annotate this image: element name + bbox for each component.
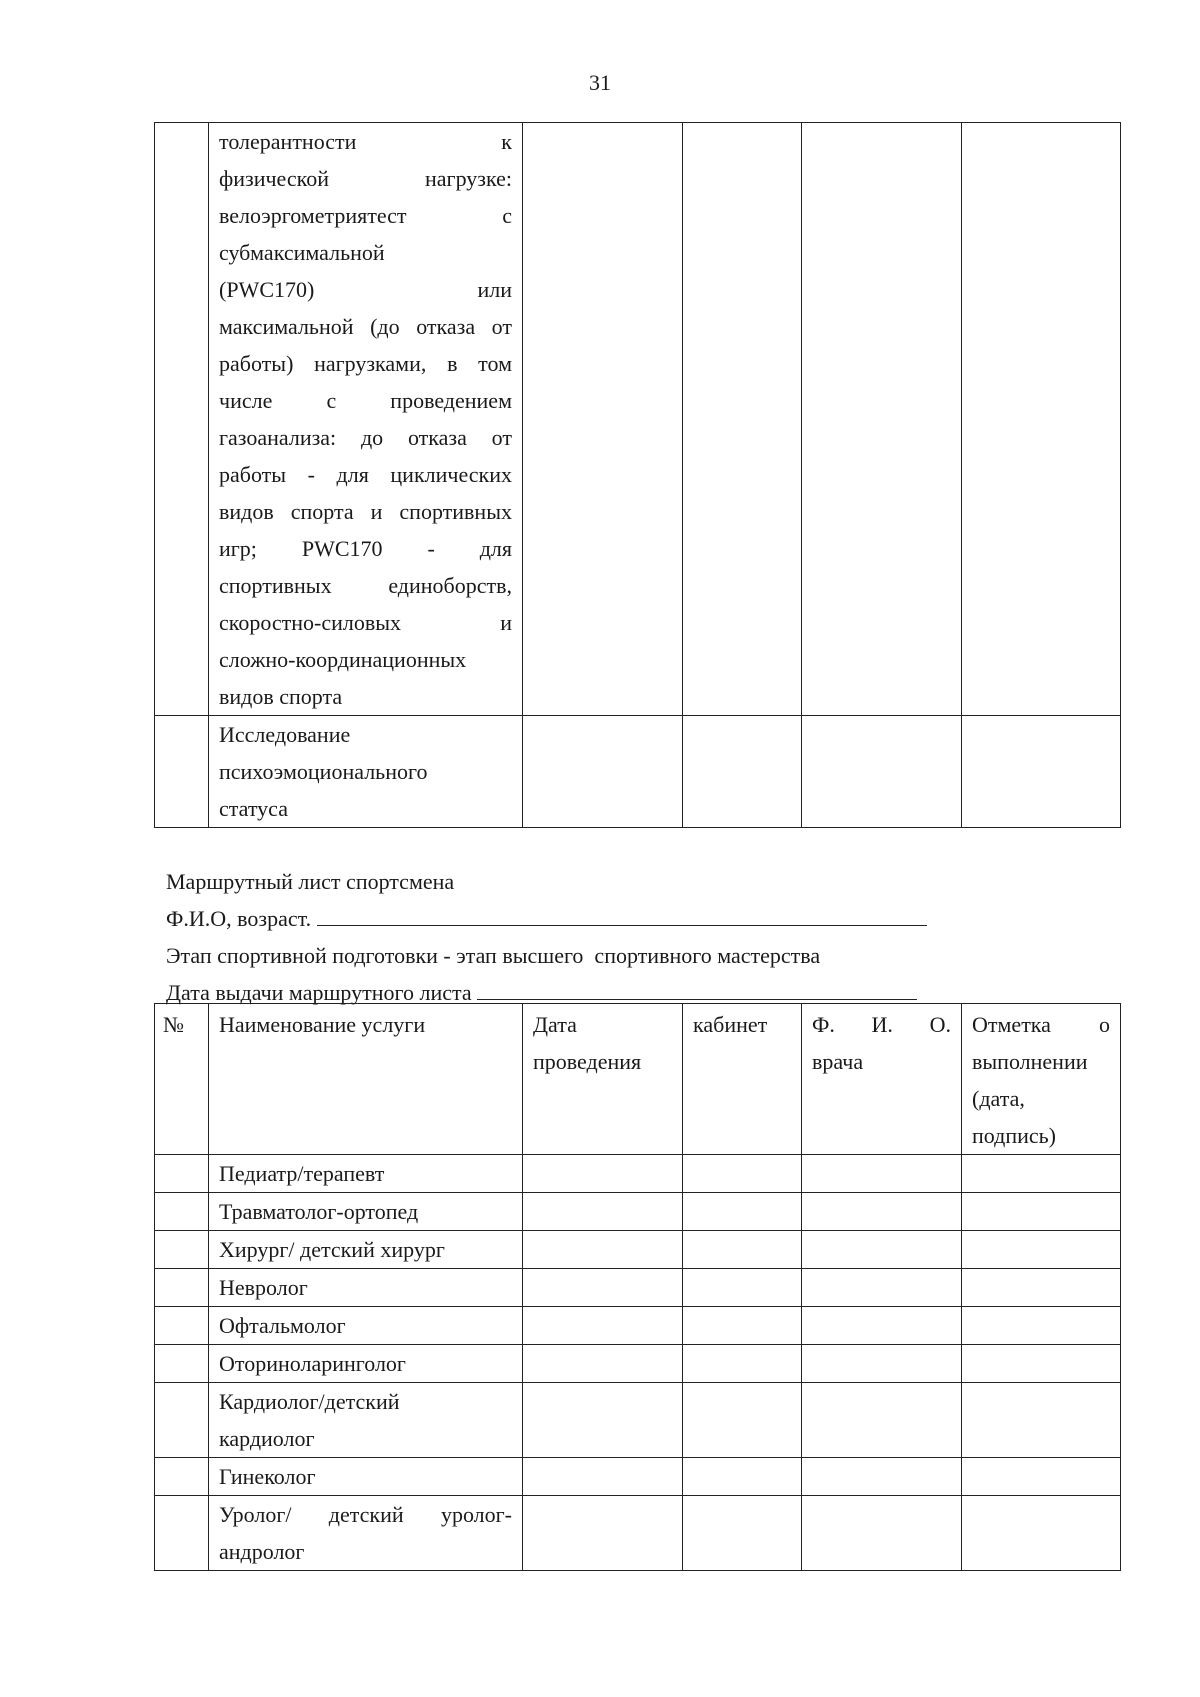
header-cabinet: кабинет <box>683 1004 802 1155</box>
doctor-cell[interactable] <box>802 1155 962 1193</box>
service-text-line: скоростно-силовых и <box>219 610 512 635</box>
date-cell[interactable] <box>523 716 683 828</box>
service-text-line: толерантности к <box>219 129 512 154</box>
completion-mark-cell[interactable] <box>962 1193 1121 1231</box>
service-text-line: Офтальмолог <box>219 1313 346 1338</box>
service-text-line: Оториноларинголог <box>219 1351 406 1376</box>
completion-mark-cell[interactable] <box>962 1496 1121 1571</box>
table-row <box>155 1193 1121 1231</box>
service-text-line: видов спорта <box>219 684 343 709</box>
service-text-line: Хирург/ детский хирург <box>219 1237 445 1262</box>
completion-mark-cell[interactable] <box>962 1307 1121 1345</box>
cabinet-cell[interactable] <box>683 1496 802 1571</box>
header-mark-line3: (дата, <box>972 1086 1025 1111</box>
cabinet-cell[interactable] <box>683 1307 802 1345</box>
table-row <box>155 123 1121 716</box>
date-cell[interactable] <box>523 123 683 716</box>
service-text-line: сложно-координационных <box>219 647 467 672</box>
service-text-line: видов спорта и спортивных <box>219 499 512 524</box>
service-text-line: Исследование <box>219 722 351 747</box>
row-num-cell <box>155 716 209 828</box>
cabinet-cell[interactable] <box>683 1269 802 1307</box>
completion-mark-cell[interactable] <box>962 1383 1121 1458</box>
date-cell[interactable] <box>523 1231 683 1269</box>
cabinet-cell[interactable] <box>683 1193 802 1231</box>
service-text-line: Уролог/ детский уролог- <box>219 1502 512 1527</box>
doctor-cell[interactable] <box>802 1269 962 1307</box>
service-name-cell <box>209 1269 523 1307</box>
service-name-cell <box>209 1307 523 1345</box>
header-doctor <box>802 1004 962 1155</box>
page-number: 31 <box>589 70 611 95</box>
cabinet-cell[interactable] <box>683 123 802 716</box>
service-name-cell <box>209 1496 523 1571</box>
table-row <box>155 1269 1121 1307</box>
header-doctor-i: И. <box>871 1012 893 1037</box>
service-text-line: работы) нагрузками, в том <box>219 351 512 376</box>
row-num-cell <box>155 1345 209 1383</box>
date-cell[interactable] <box>523 1383 683 1458</box>
header-doctor-line2: врача <box>812 1049 864 1074</box>
header-mark-word1: Отметка <box>972 1012 1051 1037</box>
service-text-line: Педиатр/терапевт <box>219 1161 385 1186</box>
completion-mark-cell[interactable] <box>962 716 1121 828</box>
header-date-line2: проведения <box>533 1049 642 1074</box>
route-table-header-row <box>155 1004 1121 1155</box>
row-num-cell <box>155 1307 209 1345</box>
service-text-line: Гинеколог <box>219 1464 316 1489</box>
doctor-cell[interactable] <box>802 123 962 716</box>
service-text-line: психоэмоционального <box>219 759 428 784</box>
doctor-cell[interactable] <box>802 1496 962 1571</box>
table-row <box>155 1307 1121 1345</box>
service-text-line: спортивных единоборств, <box>219 573 512 598</box>
completion-mark-cell[interactable] <box>962 1269 1121 1307</box>
cabinet-cell[interactable] <box>683 716 802 828</box>
service-text-line: Невролог <box>219 1275 308 1300</box>
service-text-line: числе с проведением <box>219 388 512 413</box>
doctor-cell[interactable] <box>802 1307 962 1345</box>
row-num-cell <box>155 1193 209 1231</box>
service-text-line: велоэргометриятест с <box>219 203 512 228</box>
route-sheet-title: Маршрутный лист спортсмена <box>166 869 455 894</box>
service-text-line: работы - для циклических <box>219 462 512 487</box>
name-age-label: Ф.И.О, возраст. <box>166 906 312 931</box>
route-table <box>154 1003 1121 1571</box>
completion-mark-cell[interactable] <box>962 1231 1121 1269</box>
header-service: Наименование услуги <box>209 1004 523 1155</box>
table-row <box>155 1496 1121 1571</box>
row-num-cell <box>155 123 209 716</box>
service-name-cell <box>209 1193 523 1231</box>
service-name-cell <box>209 716 523 828</box>
cabinet-cell[interactable] <box>683 1345 802 1383</box>
date-cell[interactable] <box>523 1345 683 1383</box>
table-row <box>155 1155 1121 1193</box>
table-row <box>155 1231 1121 1269</box>
completion-mark-cell[interactable] <box>962 123 1121 716</box>
row-num-cell <box>155 1231 209 1269</box>
header-mark-line2: выполнении <box>972 1049 1088 1074</box>
service-text-line: Травматолог-ортопед <box>219 1199 419 1224</box>
date-cell[interactable] <box>523 1496 683 1571</box>
service-text-line: субмаксимальной <box>219 240 385 265</box>
name-age-line <box>166 900 1066 937</box>
service-name-cell <box>209 123 523 716</box>
doctor-cell[interactable] <box>802 1458 962 1496</box>
service-name-cell <box>209 1458 523 1496</box>
row-num-cell <box>155 1496 209 1571</box>
date-cell[interactable] <box>523 1155 683 1193</box>
doctor-cell[interactable] <box>802 1383 962 1458</box>
service-name-cell <box>209 1231 523 1269</box>
date-cell[interactable] <box>523 1458 683 1496</box>
header-date-line1: Дата <box>533 1012 577 1037</box>
header-doctor-line1 <box>812 1006 951 1043</box>
doctor-cell[interactable] <box>802 1231 962 1269</box>
header-completion-mark <box>962 1004 1121 1155</box>
continuation-table <box>154 122 1121 828</box>
header-doctor-f: Ф. <box>812 1012 835 1037</box>
service-text-line: кардиолог <box>219 1426 315 1451</box>
doctor-cell[interactable] <box>802 716 962 828</box>
completion-mark-cell[interactable] <box>962 1458 1121 1496</box>
header-doctor-o: О. <box>929 1012 951 1037</box>
table-row <box>155 1458 1121 1496</box>
service-name-cell <box>209 1345 523 1383</box>
service-text-line: физической нагрузке: <box>219 166 512 191</box>
date-cell[interactable] <box>523 1193 683 1231</box>
date-cell[interactable] <box>523 1269 683 1307</box>
row-num-cell <box>155 1155 209 1193</box>
completion-mark-cell[interactable] <box>962 1345 1121 1383</box>
header-date <box>523 1004 683 1155</box>
cabinet-cell[interactable] <box>683 1231 802 1269</box>
row-num-cell <box>155 1269 209 1307</box>
service-text-line: (PWC170) или <box>219 277 512 302</box>
service-name-cell <box>209 1383 523 1458</box>
service-text-line: игр; PWC170 - для <box>219 536 512 561</box>
table-row <box>155 1383 1121 1458</box>
header-mark-word2: о <box>1099 1012 1110 1037</box>
cabinet-cell[interactable] <box>683 1383 802 1458</box>
name-age-blank[interactable] <box>317 905 927 926</box>
service-text-line: Кардиолог/детский <box>219 1389 400 1414</box>
doctor-cell[interactable] <box>802 1193 962 1231</box>
service-text-line: газоанализа: до отказа от <box>219 425 512 450</box>
completion-mark-cell[interactable] <box>962 1155 1121 1193</box>
header-num: № <box>155 1004 209 1155</box>
service-text-line: максимальной (до отказа от <box>219 314 512 339</box>
header-mark-line1 <box>972 1006 1110 1043</box>
row-num-cell <box>155 1383 209 1458</box>
cabinet-cell[interactable] <box>683 1155 802 1193</box>
training-stage-line: Этап спортивной подготовки - этап высшего спортивного мастерства <box>166 943 821 968</box>
doctor-cell[interactable] <box>802 1345 962 1383</box>
issue-date-label: Дата выдачи маршрутного листа <box>166 980 472 1005</box>
row-num-cell <box>155 1458 209 1496</box>
cabinet-cell[interactable] <box>683 1458 802 1496</box>
route-sheet-header <box>166 863 1066 1011</box>
service-text-line: статуса <box>219 796 288 821</box>
header-mark-line4: подпись) <box>972 1123 1057 1148</box>
service-text-line: андролог <box>219 1539 305 1564</box>
issue-date-blank[interactable] <box>477 979 917 1000</box>
table-row <box>155 1345 1121 1383</box>
table-row <box>155 716 1121 828</box>
service-name-cell <box>209 1155 523 1193</box>
date-cell[interactable] <box>523 1307 683 1345</box>
